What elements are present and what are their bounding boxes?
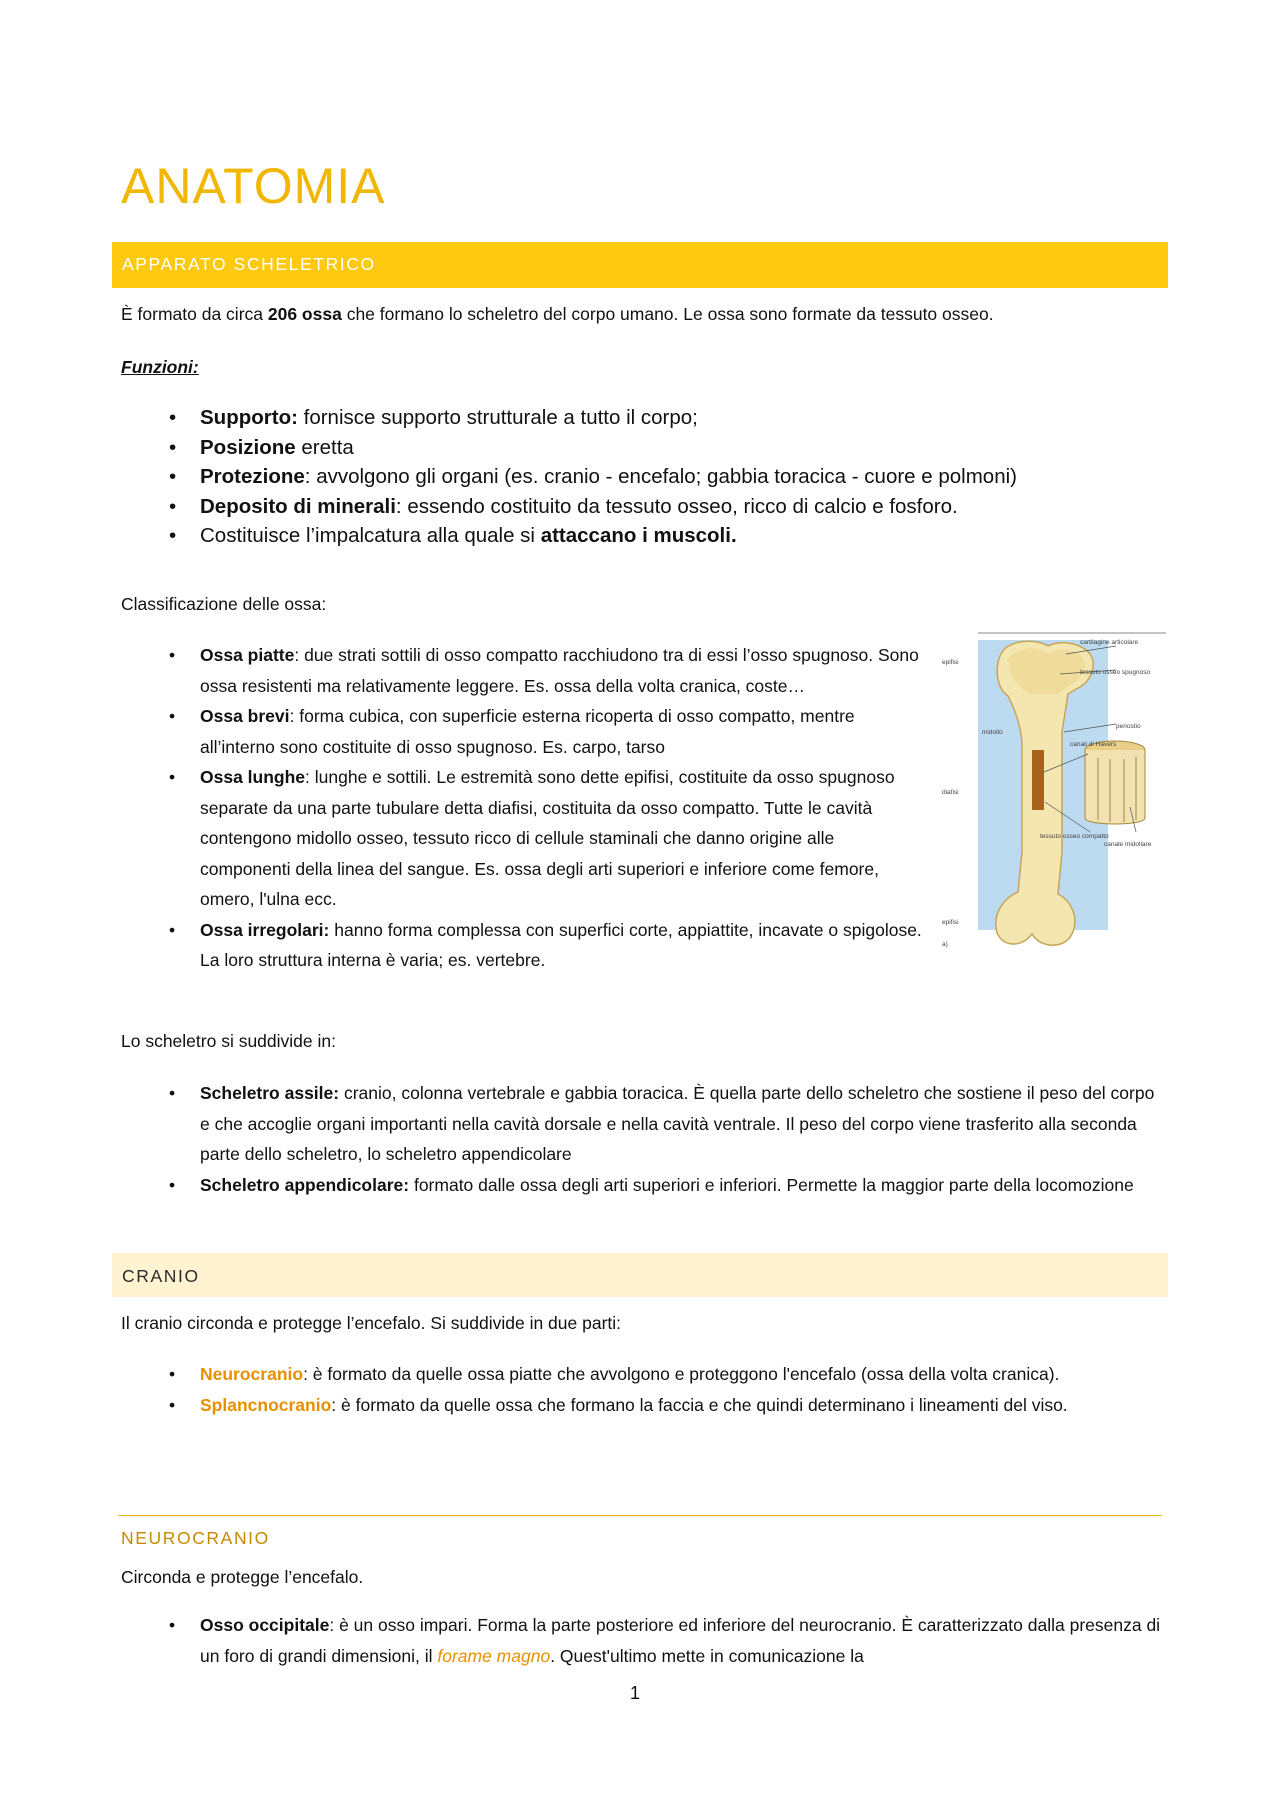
label-tessuto-compatto: tessuto osseo compatto [1040, 833, 1109, 840]
list-item: • Scheletro assile: cranio, colonna vertebrale e gabbia toracica. È quella parte dello scheletro che sostiene il peso del corpo e che accoglie organi importanti nella cavità dorsale e nella cavità ventrale. Il peso del corpo viene trasferito alla seconda parte dello scheletro, lo scheletro appendicolare [163, 1078, 1163, 1170]
list-item: • Osso occipitale: è un osso impari. Forma la parte posteriore ed inferiore del neurocranio. È caratterizzato dalla presenza di un foro di grandi dimensioni, il forame magno. Quest'ultimo mette in comunicazione la [163, 1610, 1163, 1671]
bullet-icon: • [169, 494, 177, 518]
suddivisione-list [163, 1078, 1163, 1200]
section-heading-label: CRANIO [122, 1266, 200, 1286]
list-item: • Costituisce l’impalcatura alla quale si attaccano i muscoli. [163, 521, 1017, 551]
bullet-icon: • [169, 435, 177, 459]
section-heading-neurocranio [118, 1515, 1162, 1548]
label-diafisi: diafisi [942, 789, 959, 796]
classificazione-list [163, 640, 923, 976]
label-epifisi-bottom: epifisi [942, 919, 959, 926]
bullet-icon: • [169, 919, 176, 940]
label-canale-midollare: canale midollare [1104, 841, 1152, 848]
page-number: 1 [630, 1683, 641, 1703]
neurocranio-intro: Circonda e protegge l’encefalo. [121, 1567, 364, 1587]
label-cartilagine: cartilagine articolare [1080, 639, 1139, 646]
marrow-cavity [1032, 750, 1044, 810]
label-tessuto-spugnoso: tessuto osseo spugnoso [1080, 669, 1151, 676]
bullet-icon: • [169, 706, 176, 726]
section-heading-cranio [112, 1253, 1168, 1297]
bullet-icon: • [169, 645, 176, 665]
bullet-icon: • [169, 1364, 176, 1384]
cranio-intro: Il cranio circonda e protegge l’encefalo. Si suddivide in due parti: [121, 1313, 622, 1333]
bullet-icon: • [169, 406, 177, 429]
intro-text-c: che formano lo scheletro del corpo umano. Le ossa sono formate da tessuto osseo. [341, 304, 994, 324]
bullet-icon: • [169, 524, 177, 547]
bullet-icon: • [169, 1083, 176, 1103]
list-item: • Splancnocranio: è formato da quelle ossa che formano la faccia e che quindi determinano i lineamenti del viso. [163, 1390, 1163, 1421]
term-splancnocranio: Splancnocranio [200, 1394, 332, 1415]
section-heading-label: NEUROCRANIO [121, 1528, 270, 1548]
intro-paragraph [121, 301, 994, 327]
list-item: • Ossa piatte: due strati sottili di osso compatto racchiudono tra di essi l’osso spugnoso. Sono ossa resistenti ma relativamente leggere. Es. ossa della volta cranica, coste… [163, 640, 923, 701]
bullet-icon: • [169, 1615, 176, 1635]
intro-text-a: È formato da circa [121, 304, 268, 324]
label-panel: a) [942, 941, 948, 948]
label-canali-havers: canali di Havers [1070, 741, 1117, 748]
label-epifisi-top: epifisi [942, 659, 959, 666]
list-item: • Deposito di minerali: essendo costituito da tessuto osseo, ricco di calcio e fosforo. [163, 492, 1017, 522]
cranio-parti-list [163, 1359, 1163, 1420]
list-item: • Ossa brevi: forma cubica, con superficie esterna ricoperta di osso compatto, mentre all’interno sono costituite di osso spugnoso. Es. carpo, tarso [163, 701, 923, 762]
intro-bold: 206 ossa [267, 304, 342, 324]
bullet-icon: • [169, 1394, 176, 1415]
term-forame-magno: forame magno [437, 1645, 551, 1666]
neurocranio-list [163, 1610, 1163, 1671]
list-item: • Scheletro appendicolare: formato dalle ossa degli arti superiori e inferiori. Permette la maggior parte della locomozione [163, 1170, 1163, 1201]
list-item: • Posizione eretta [163, 433, 1017, 463]
section-heading-label: APPARATO SCHELETRICO [122, 254, 376, 274]
document-title: ANATOMIA [121, 158, 386, 214]
classificazione-label: Classificazione delle ossa: [121, 594, 327, 614]
list-item: • Ossa lunghe: lunghe e sottili. Le estremità sono dette epifisi, costituite da osso spugnoso separate da una parte tubulare detta diafisi, costituita da osso compatto. Tutte le cavità contengono midollo osseo, tessuto ricco di cellule staminali che danno origine alle componenti della linea del sangue. Es. ossa degli arti superiori e inferiore come femore, omero, l'ulna ecc. [163, 762, 923, 915]
list-item: • Neurocranio: è formato da quelle ossa piatte che avvolgono e proteggono l'encefalo (ossa della volta cranica). [163, 1359, 1163, 1390]
term-neurocranio: Neurocranio [200, 1364, 304, 1384]
long-bone-figure [940, 632, 1166, 957]
bullet-icon: • [169, 1174, 176, 1195]
list-item: • Ossa irregolari: hanno forma complessa con superfici corte, appiattite, incavate o spigolose. La loro struttura interna è varia; es. vertebre. [163, 915, 923, 976]
list-item: • Supporto: fornisce supporto strutturale a tutto il corpo; [163, 403, 1017, 433]
funzioni-label: Funzioni: [121, 357, 199, 377]
label-periostio: periostio [1116, 723, 1141, 730]
bullet-icon: • [169, 465, 177, 488]
bullet-icon: • [169, 767, 176, 787]
section-heading-apparato [112, 242, 1168, 288]
funzioni-list [163, 403, 1017, 551]
list-item: • Protezione: avvolgono gli organi (es. cranio - encefalo; gabbia toracica - cuore e polmoni) [163, 462, 1017, 492]
suddivisione-label: Lo scheletro si suddivide in: [121, 1031, 336, 1051]
label-midollo: midollo [982, 729, 1003, 736]
